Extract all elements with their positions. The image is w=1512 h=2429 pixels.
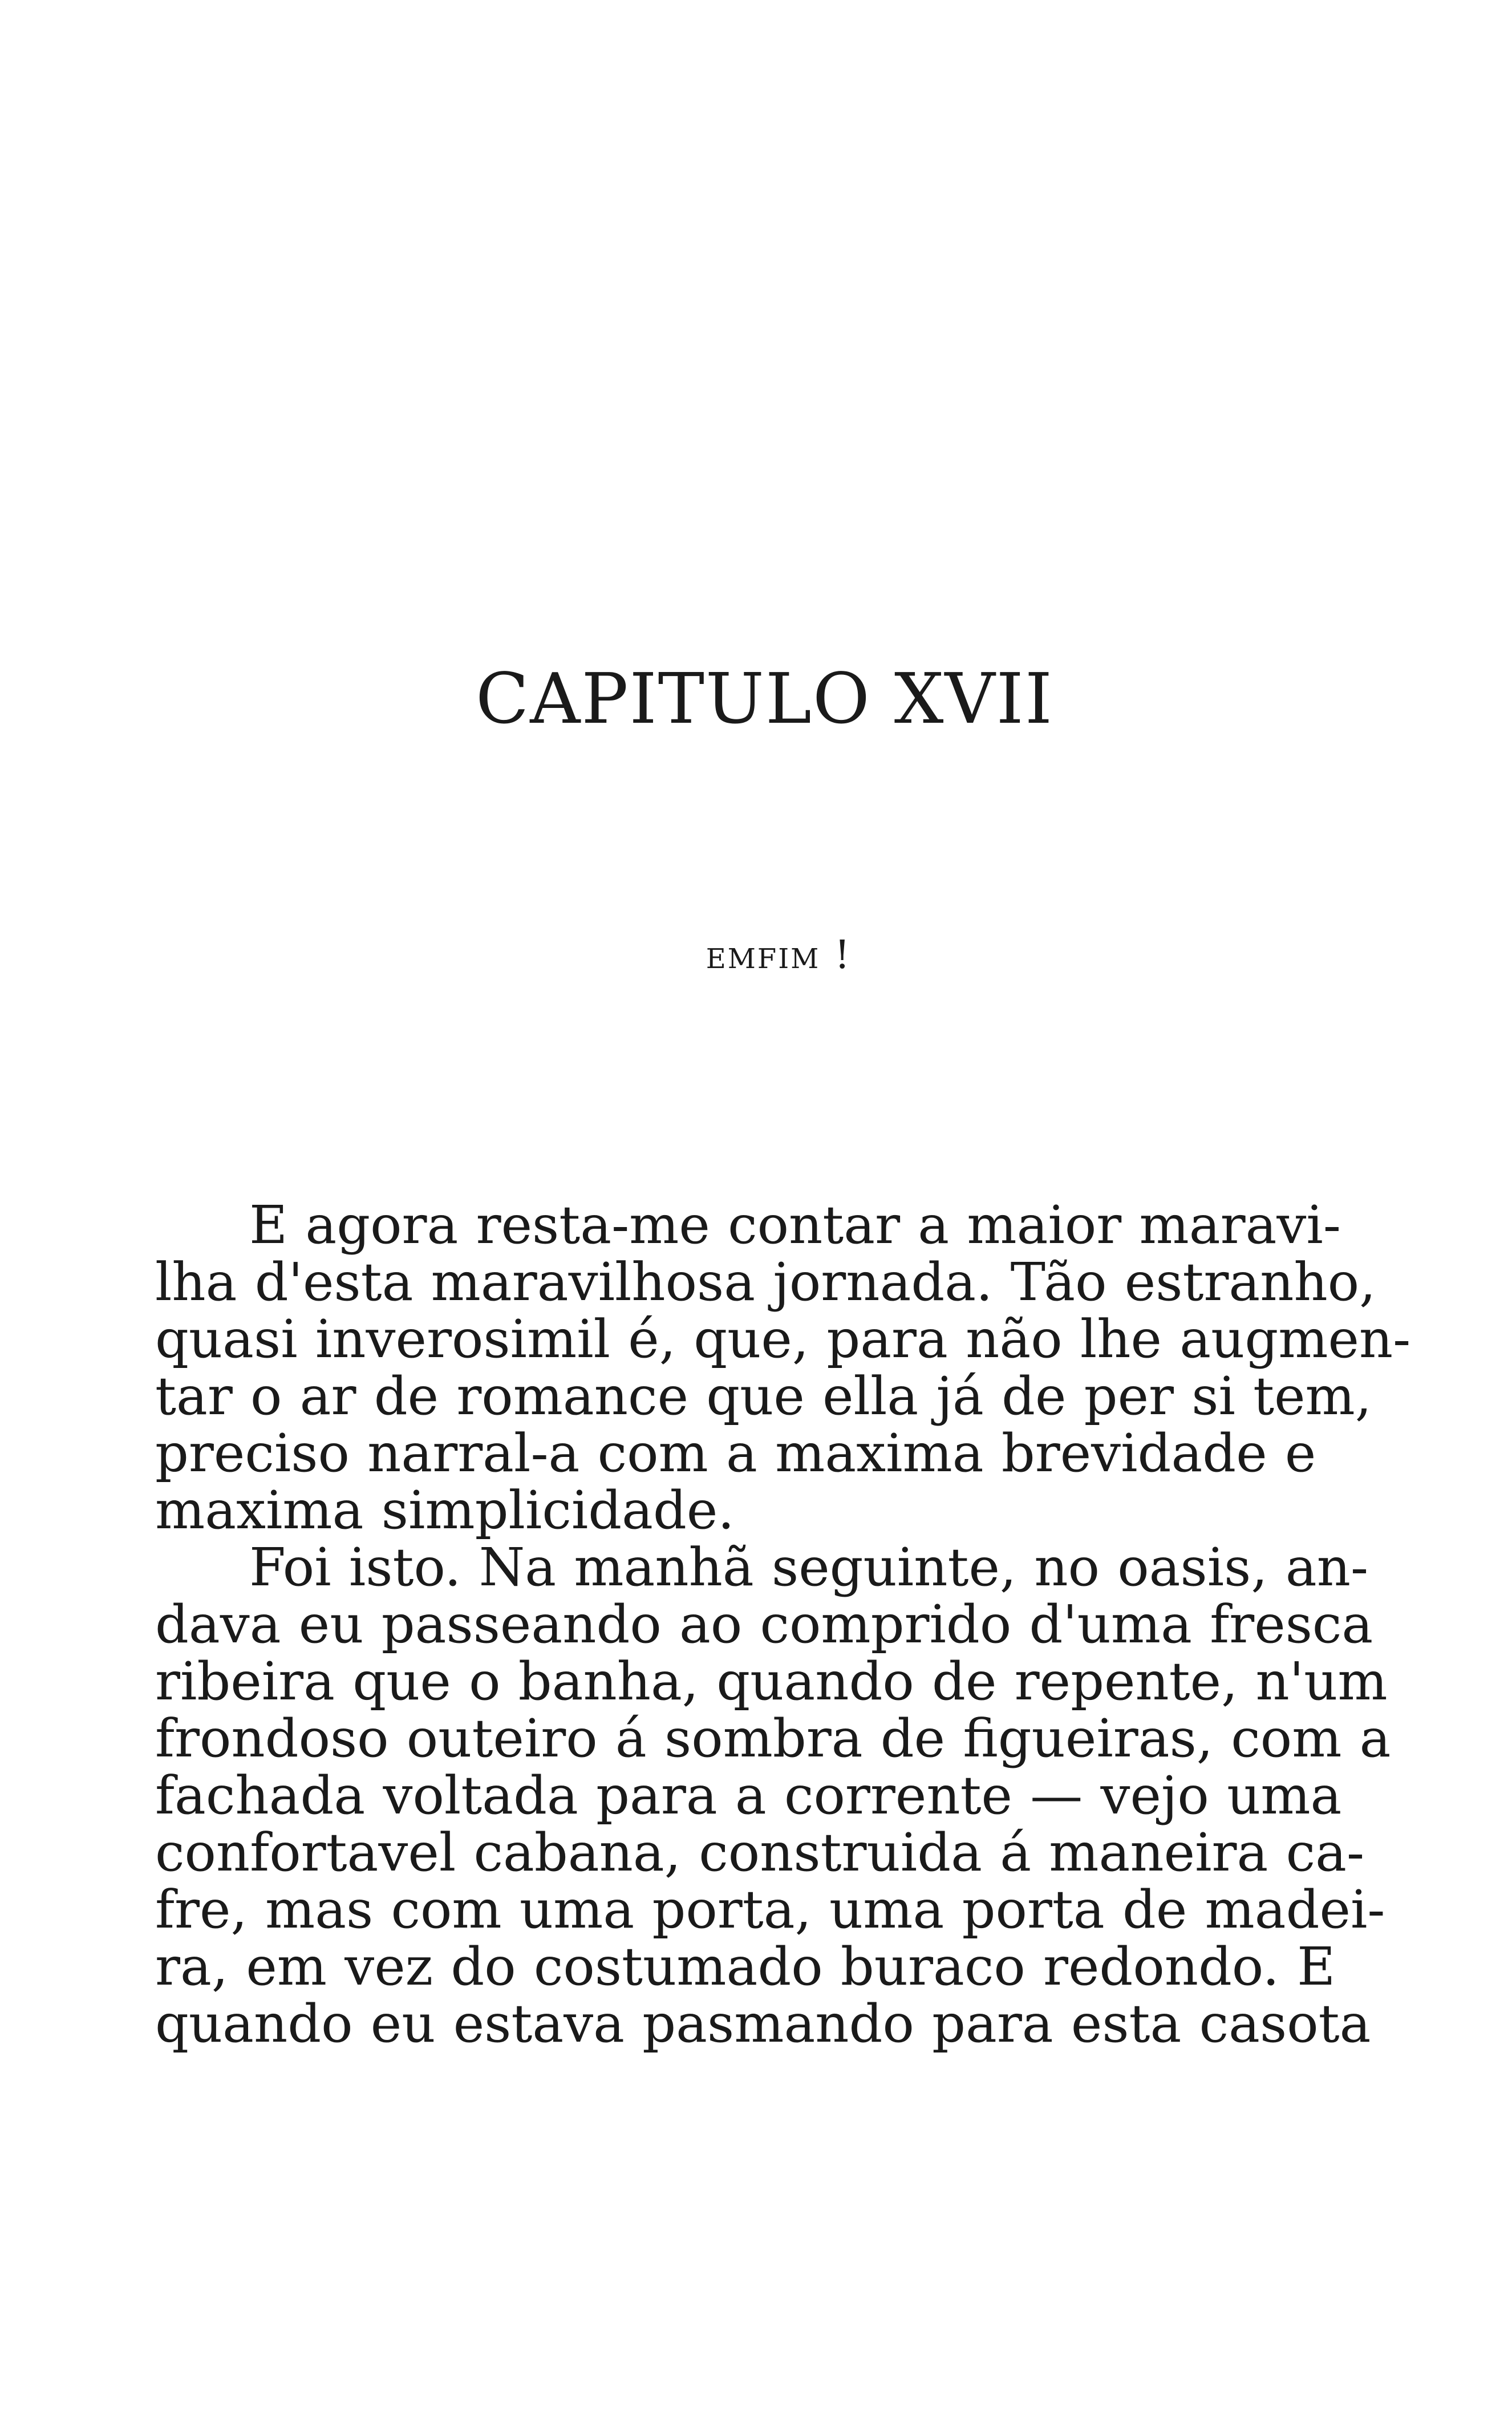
text-line: preciso narral-a com a maxima brevidade e <box>155 1423 1316 1484</box>
text-line: quando eu estava pasmando para esta casota <box>155 1993 1371 2054</box>
text-line: frondoso outeiro á sombra de figueiras, com a <box>155 1708 1391 1769</box>
text-line: lha d'esta maravilhosa jornada. Tão estranho, <box>155 1252 1376 1313</box>
text-line: tar o ar de romance que ella já de per si tem, <box>155 1366 1372 1427</box>
body-text <box>155 1195 1411 2054</box>
text-line: fre, mas com uma porta, uma porta de madei- <box>155 1879 1385 1940</box>
text-line: fachada voltada para a corrente — vejo uma <box>155 1765 1342 1826</box>
chapter-subtitle <box>0 930 1512 981</box>
text-line: quasi inverosimil é, que, para não lhe augmen- <box>155 1309 1411 1370</box>
text-line: dava eu passeando ao comprido d'uma fresca <box>155 1594 1373 1655</box>
text-line: maxima simplicidade. <box>155 1480 735 1541</box>
text-line: ribeira que o banha, quando de repente, n'um <box>155 1651 1388 1712</box>
chapter-subtitle-punctuation: ! <box>820 933 852 978</box>
text-line: Foi isto. Na manhã seguinte, no oasis, an- <box>249 1537 1369 1598</box>
chapter-subtitle-word: emfim <box>706 933 821 978</box>
text-line: confortavel cabana, construida á maneira ca- <box>155 1822 1365 1883</box>
text-line: ra, em vez do costumado buraco redondo. E <box>155 1936 1336 1997</box>
chapter-title: CAPITULO XVII <box>475 658 1054 739</box>
text-line: E agora resta-me contar a maior maravi- <box>249 1195 1341 1256</box>
